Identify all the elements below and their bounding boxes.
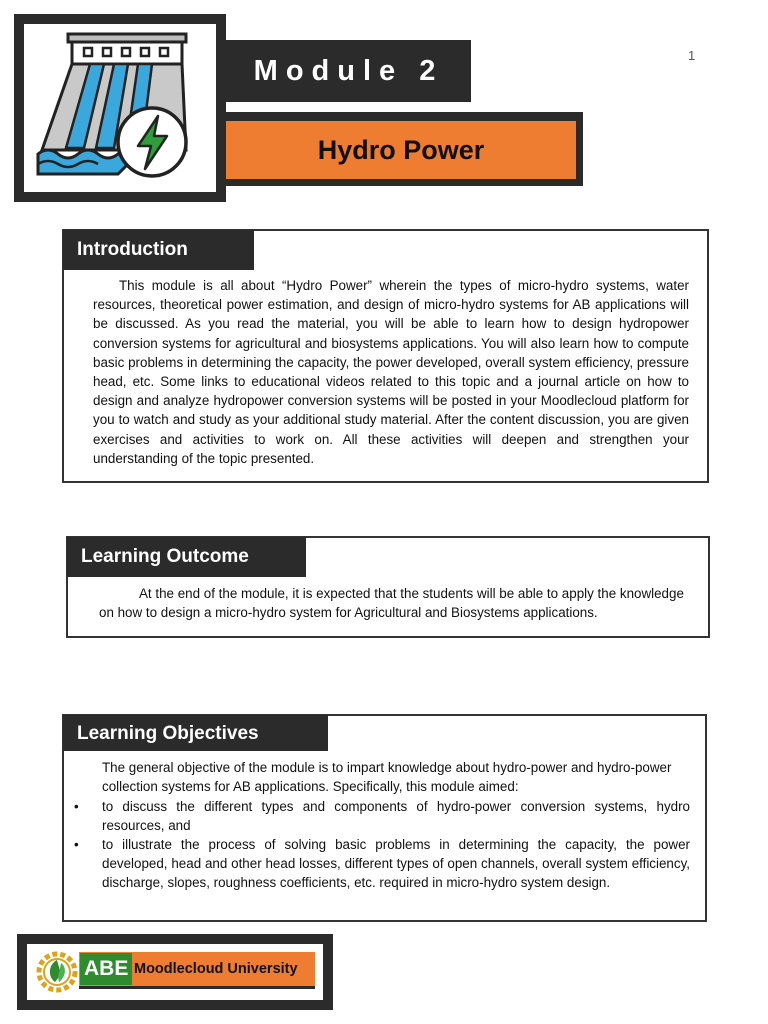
learning-objectives-heading: Learning Objectives <box>63 715 328 751</box>
footer-underline <box>79 986 315 989</box>
logo-panel <box>24 24 216 192</box>
abe-logo-text: ABE <box>80 953 132 985</box>
objective-text: to discuss the different types and components of hydro-power conversion systems, hydro resources, and <box>102 799 690 834</box>
module-title: Module 2 <box>253 55 444 87</box>
learning-outcome-text: At the end of the module, it is expected that the students will be able to apply the knowledge on how to design a micro-hydro system for Agricultural and Biosystems applications. <box>99 586 684 621</box>
learning-outcome-heading: Learning Outcome <box>67 537 306 577</box>
objective-text: to illustrate the process of solving basic problems in determining the capacity, the power developed, head and other head losses, different types of open channels, overall system efficiency, discharge, slopes, roughness coefficients, etc. required in micro-hydro system design. <box>102 837 690 891</box>
hydro-dam-lightning-icon <box>24 24 216 192</box>
bullet-icon: • <box>74 799 79 814</box>
page-number: 1 <box>688 48 696 63</box>
learning-objectives-intro: The general objective of the module is to impart knowledge about hydro-power and hydro-power collection systems for AB applications. Specifically, this module aimed: <box>102 760 672 795</box>
gear-leaf-icon <box>31 944 83 1000</box>
university-name: Moodlecloud University <box>134 961 298 977</box>
module-subtitle: Hydro Power <box>226 121 576 179</box>
introduction-heading: Introduction <box>63 230 254 270</box>
introduction-text: This module is all about “Hydro Power” wherein the types of micro-hydro systems, water resources, theoretical power estimation, and design of micro-hydro systems for AB applications will be discussed. As you read the material, you will be able to learn how to design hydropower conversion systems for agricultural and biosystems applications. You will also learn how to compute basic problems in determining the capacity, the power developed, overall system efficiency, pressure head, etc. Some links to educational videos related to this topic and a journal article on how to design and analyze hydropower conversion systems will be posted in your Moodlecloud platform for you to watch and study as your additional study material. After the content discussion, you are given exercises and activities to work on. All these activities will deepen and strengthen your understanding of the topic presented. <box>93 278 689 466</box>
bullet-icon: • <box>74 837 79 852</box>
